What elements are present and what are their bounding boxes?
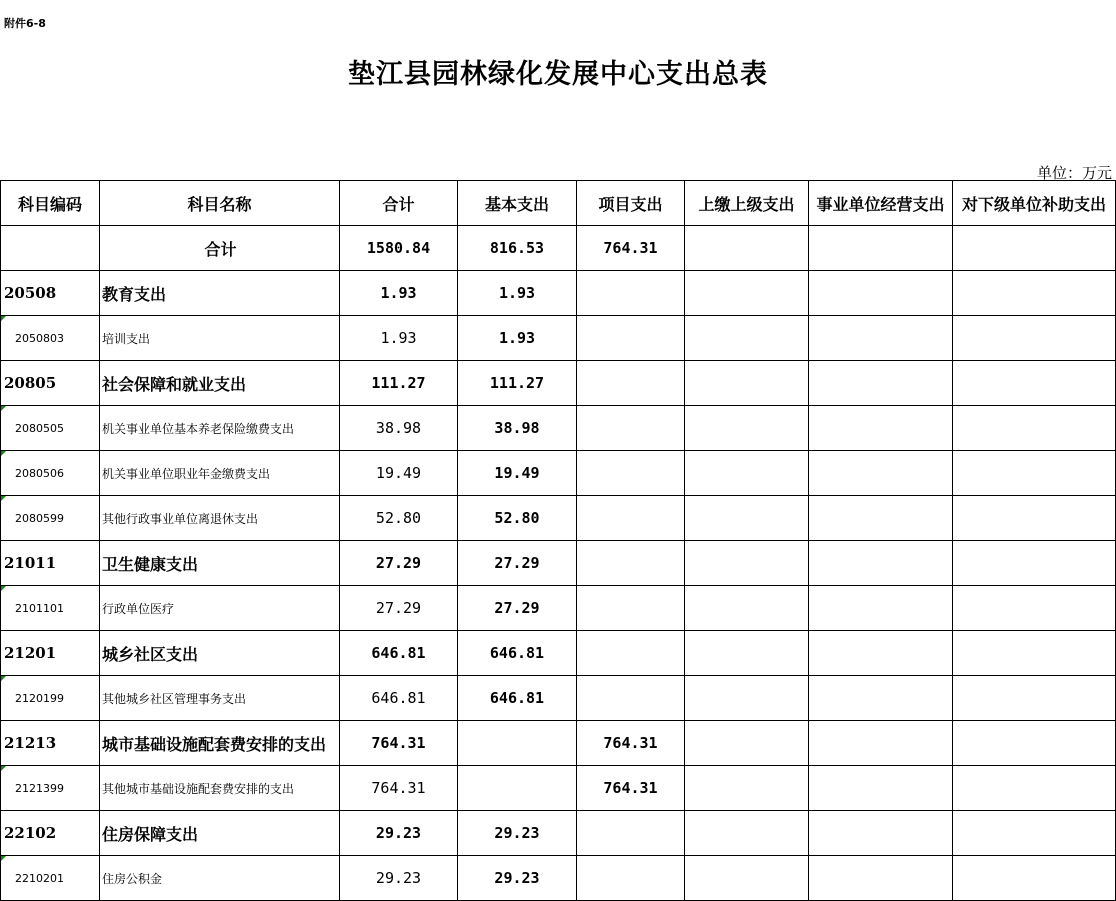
category-row: [1, 361, 1116, 406]
row-total: 646.81: [340, 631, 458, 676]
row-operating: [809, 856, 953, 901]
row-remit-upper: [685, 586, 809, 631]
cell-marker-icon: [1, 676, 6, 681]
row-remit-upper: [685, 811, 809, 856]
total-sum: 1580.84: [340, 226, 458, 271]
row-basic: 111.27: [458, 361, 577, 406]
row-subsidy-lower: [953, 271, 1116, 316]
item-row: [1, 316, 1116, 361]
header-basic: 基本支出: [458, 181, 577, 226]
header-project: 项目支出: [577, 181, 685, 226]
row-operating: [809, 766, 953, 811]
header-operating: 事业单位经营支出: [809, 181, 953, 226]
row-subsidy-lower: [953, 721, 1116, 766]
row-operating: [809, 631, 953, 676]
total-label: 合计: [100, 226, 340, 271]
row-code: [1, 316, 100, 361]
row-subsidy-lower: [953, 316, 1116, 361]
row-code: [1, 406, 100, 451]
row-total: 52.80: [340, 496, 458, 541]
row-total: 29.23: [340, 811, 458, 856]
row-remit-upper: [685, 856, 809, 901]
row-project: [577, 451, 685, 496]
total-basic: 816.53: [458, 226, 577, 271]
row-code: [1, 451, 100, 496]
header-code: 科目编码: [1, 181, 100, 226]
row-basic: 1.93: [458, 271, 577, 316]
row-total: 764.31: [340, 721, 458, 766]
row-name: 其他城乡社区管理事务支出: [100, 676, 340, 721]
row-name: 城乡社区支出: [100, 631, 340, 676]
row-total: 1.93: [340, 316, 458, 361]
item-row: [1, 586, 1116, 631]
cell-marker-icon: [1, 406, 6, 411]
row-project: 764.31: [577, 721, 685, 766]
row-name: 其他城市基础设施配套费安排的支出: [100, 766, 340, 811]
row-basic: [458, 766, 577, 811]
row-code-text: 2120199: [15, 691, 64, 705]
row-project: [577, 541, 685, 586]
row-project: [577, 631, 685, 676]
row-code-text: 2080506: [15, 466, 64, 480]
row-subsidy-lower: [953, 361, 1116, 406]
row-project: 764.31: [577, 766, 685, 811]
row-project: [577, 811, 685, 856]
row-basic: 38.98: [458, 406, 577, 451]
row-project: [577, 856, 685, 901]
row-remit-upper: [685, 361, 809, 406]
row-basic: 27.29: [458, 541, 577, 586]
row-subsidy-lower: [953, 451, 1116, 496]
row-code: 21011: [1, 541, 100, 586]
item-row: [1, 496, 1116, 541]
row-code: 21201: [1, 631, 100, 676]
page-title: 垫江县园林绿化发展中心支出总表: [348, 59, 768, 90]
row-basic: 19.49: [458, 451, 577, 496]
row-code-text: 2050803: [15, 331, 64, 345]
category-row: [1, 271, 1116, 316]
row-name: 城市基础设施配套费安排的支出: [100, 721, 340, 766]
row-basic: 27.29: [458, 586, 577, 631]
category-row: [1, 811, 1116, 856]
item-row: [1, 406, 1116, 451]
row-code: [1, 856, 100, 901]
row-remit-upper: [685, 766, 809, 811]
row-remit-upper: [685, 541, 809, 586]
row-code: 20805: [1, 361, 100, 406]
total-remit-upper: [685, 226, 809, 271]
total-code-cell: [1, 226, 100, 271]
row-total: 27.29: [340, 586, 458, 631]
row-code-text: 2080599: [15, 511, 64, 525]
row-name: 行政单位医疗: [100, 586, 340, 631]
cell-marker-icon: [1, 586, 6, 591]
row-total: 1.93: [340, 271, 458, 316]
row-basic: 52.80: [458, 496, 577, 541]
row-remit-upper: [685, 406, 809, 451]
item-row: [1, 856, 1116, 901]
header-remit-upper: 上缴上级支出: [685, 181, 809, 226]
row-operating: [809, 541, 953, 586]
row-name: 住房保障支出: [100, 811, 340, 856]
row-basic: 1.93: [458, 316, 577, 361]
row-name: 机关事业单位职业年金缴费支出: [100, 451, 340, 496]
row-operating: [809, 316, 953, 361]
header-subsidy-lower: 对下级单位补助支出: [953, 181, 1116, 226]
cell-marker-icon: [1, 856, 6, 861]
row-remit-upper: [685, 496, 809, 541]
row-code-text: 2121399: [15, 781, 64, 795]
row-total: 19.49: [340, 451, 458, 496]
row-operating: [809, 271, 953, 316]
row-code: 22102: [1, 811, 100, 856]
row-operating: [809, 451, 953, 496]
row-project: [577, 316, 685, 361]
row-basic: 646.81: [458, 676, 577, 721]
row-basic: 646.81: [458, 631, 577, 676]
row-subsidy-lower: [953, 856, 1116, 901]
row-subsidy-lower: [953, 631, 1116, 676]
expenditure-table: [0, 180, 1116, 901]
row-code-text: 2101101: [15, 601, 64, 615]
row-total: 646.81: [340, 676, 458, 721]
category-row: [1, 631, 1116, 676]
row-code: [1, 676, 100, 721]
row-name: 培训支出: [100, 316, 340, 361]
item-row: [1, 451, 1116, 496]
row-project: [577, 496, 685, 541]
row-project: [577, 586, 685, 631]
row-code-text: 2210201: [15, 871, 64, 885]
row-project: [577, 271, 685, 316]
row-remit-upper: [685, 676, 809, 721]
row-total: 111.27: [340, 361, 458, 406]
row-basic: 29.23: [458, 811, 577, 856]
header-total: 合计: [340, 181, 458, 226]
row-operating: [809, 406, 953, 451]
row-remit-upper: [685, 451, 809, 496]
row-project: [577, 406, 685, 451]
cell-marker-icon: [1, 496, 6, 501]
row-code: 20508: [1, 271, 100, 316]
row-remit-upper: [685, 721, 809, 766]
row-basic: 29.23: [458, 856, 577, 901]
row-code: 21213: [1, 721, 100, 766]
header-name: 科目名称: [100, 181, 340, 226]
row-subsidy-lower: [953, 541, 1116, 586]
row-subsidy-lower: [953, 586, 1116, 631]
row-name: 机关事业单位基本养老保险缴费支出: [100, 406, 340, 451]
header-row: [1, 181, 1116, 226]
category-row: [1, 541, 1116, 586]
category-row: [1, 721, 1116, 766]
row-operating: [809, 586, 953, 631]
item-row: [1, 676, 1116, 721]
row-project: [577, 676, 685, 721]
row-name: 教育支出: [100, 271, 340, 316]
row-total: 29.23: [340, 856, 458, 901]
total-subsidy-lower: [953, 226, 1116, 271]
row-operating: [809, 721, 953, 766]
row-subsidy-lower: [953, 406, 1116, 451]
row-total: 38.98: [340, 406, 458, 451]
unit-label: 单位：万元: [1036, 164, 1112, 182]
row-total: 27.29: [340, 541, 458, 586]
row-code: [1, 586, 100, 631]
total-row: [1, 226, 1116, 271]
row-operating: [809, 676, 953, 721]
row-remit-upper: [685, 316, 809, 361]
row-subsidy-lower: [953, 766, 1116, 811]
cell-marker-icon: [1, 766, 6, 771]
row-project: [577, 361, 685, 406]
item-row: [1, 766, 1116, 811]
total-operating: [809, 226, 953, 271]
row-name: 社会保障和就业支出: [100, 361, 340, 406]
row-operating: [809, 361, 953, 406]
row-subsidy-lower: [953, 496, 1116, 541]
row-operating: [809, 811, 953, 856]
row-remit-upper: [685, 271, 809, 316]
row-subsidy-lower: [953, 811, 1116, 856]
row-subsidy-lower: [953, 676, 1116, 721]
row-operating: [809, 496, 953, 541]
total-project: 764.31: [577, 226, 685, 271]
row-name: 其他行政事业单位离退休支出: [100, 496, 340, 541]
row-code: [1, 766, 100, 811]
row-name: 卫生健康支出: [100, 541, 340, 586]
row-remit-upper: [685, 631, 809, 676]
row-basic: [458, 721, 577, 766]
row-name: 住房公积金: [100, 856, 340, 901]
cell-marker-icon: [1, 316, 6, 321]
cell-marker-icon: [1, 451, 6, 456]
row-code-text: 2080505: [15, 421, 64, 435]
row-total: 764.31: [340, 766, 458, 811]
attachment-label: 附件6-8: [4, 17, 46, 30]
row-code: [1, 496, 100, 541]
